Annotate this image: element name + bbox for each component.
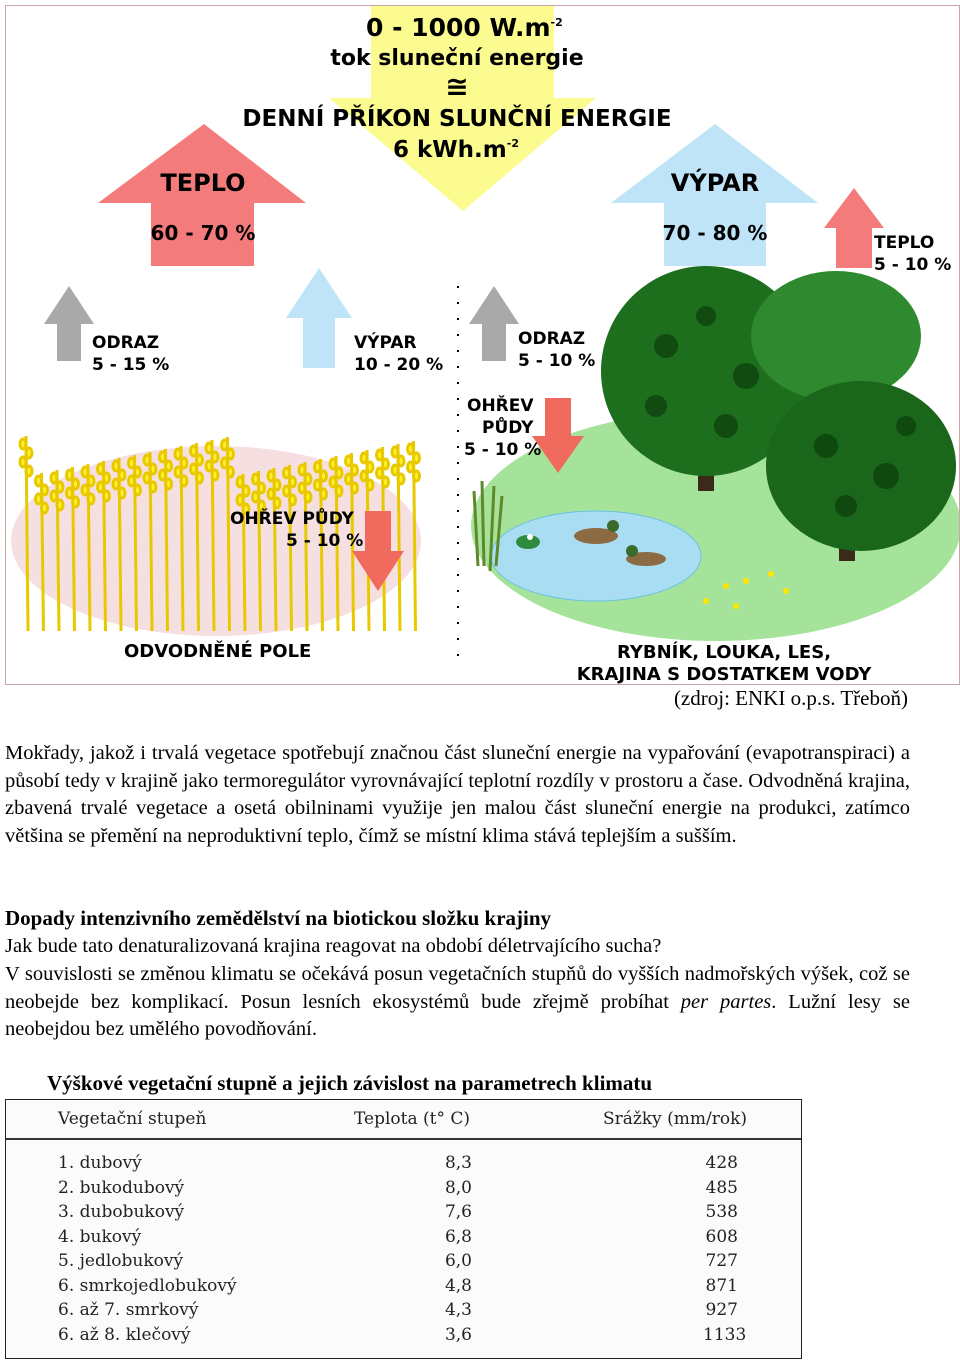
heat-left-label: TEPLO xyxy=(160,169,246,197)
header-zone: Vegetační stupeň xyxy=(58,1109,207,1129)
paragraph-wetlands: Mokřady, jakož i trvalá vegetace spotřebují značnou část sluneční energie na vypařování (evapotranspiraci) a působí tedy v krajině jako termoregulátor vyrovnávající teplotní rozdíly v prostoru a čase. Odvodněná krajina, zbavená trvalé vegetace a osetá obilninami využije jen malou část sluneční energie na produkci, zatímco většina se přemění na neproduktivní teplo, čímž se místní klima stává teplejším a sušším. xyxy=(5,742,910,847)
field-label: ODVODNĚNÉ POLE xyxy=(124,641,312,662)
vegetation-zones-table xyxy=(5,1099,802,1359)
soil-right-label-2: PŮDY xyxy=(482,418,534,438)
reflect-left-label: ODRAZ xyxy=(92,333,160,353)
pond xyxy=(491,511,701,601)
reflection-arrow-right xyxy=(469,286,519,361)
evap-right-pct: 70 - 80 % xyxy=(662,221,768,245)
heat-right-pct: 5 - 10 % xyxy=(874,255,952,275)
evaporation-arrow-left xyxy=(286,268,352,368)
table-header xyxy=(6,1100,801,1140)
flux-subtitle: tok sluneční energie xyxy=(330,46,584,71)
heat-right-label: TEPLO xyxy=(874,233,935,253)
section-heading: Dopady intenzivního zemědělství na biotickou složku krajiny xyxy=(5,906,552,930)
table-row: 1. dubový 8,3 428 xyxy=(58,1153,738,1173)
approx-symbol: ≅ xyxy=(445,70,469,103)
table-title: Výškové vegetační stupně a jejich závislost na parametrech klimatu xyxy=(47,1071,653,1095)
table-row: 4. bukový 6,8 608 xyxy=(58,1227,738,1247)
table-row: 6. smrkojedlobukový 4,8 871 xyxy=(58,1276,738,1296)
figure-source: (zdroj: ENKI o.p.s. Třeboň) xyxy=(673,686,908,710)
reflect-left-pct: 5 - 15 % xyxy=(92,355,170,375)
header-temperature: Teplota (t° C) xyxy=(354,1109,471,1129)
soil-left-label: OHŘEV PŮDY xyxy=(230,509,354,529)
table-row: 2. bukodubový 8,0 485 xyxy=(58,1178,738,1198)
pond-label-2: KRAJINA S DOSTATKEM VODY xyxy=(576,664,872,684)
flux-title: 0 - 1000 $W.m^{-2}$ xyxy=(366,13,563,42)
reflection-arrow-left xyxy=(44,286,94,361)
table-row: 6. až 7. smrkový 4,3 927 xyxy=(58,1300,738,1320)
energy-balance-illustration xyxy=(6,6,959,684)
energy-balance-figure xyxy=(5,5,960,685)
soil-right-pct: 5 - 10 % xyxy=(464,440,542,460)
heat-left-pct: 60 - 70 % xyxy=(150,221,256,245)
evap-left-label: VÝPAR xyxy=(354,333,417,353)
latin-term: per partes xyxy=(680,990,772,1013)
soil-left-pct: 5 - 10 % xyxy=(286,531,364,551)
evap-left-pct: 10 - 20 % xyxy=(354,355,444,375)
daily-value: 6 $kWh.m^{-2}$ xyxy=(393,137,519,163)
pond-label-1: RYBNÍK, LOUKA, LES, xyxy=(616,642,832,663)
header-precipitation: Srážky (mm/rok) xyxy=(603,1109,748,1129)
soil-right-label-1: OHŘEV xyxy=(467,396,534,416)
reflect-right-label: ODRAZ xyxy=(518,329,586,349)
table-row: 5. jedlobukový 6,0 727 xyxy=(58,1251,738,1271)
paragraph-climate-shift: V souvislosti se změnou klimatu se očekává posun vegetačních stupňů do vyšších nadmořských výšek, což se neobejde bez komplikací. Posun lesních ekosystémů bude zřejmě probíhat per partes. Lužní lesy se neobejdou bez umělého povodňování. xyxy=(5,963,911,1040)
table-row: 6. až 8. klečový 3,6 1133 xyxy=(58,1325,747,1345)
paragraph-drought-question: Jak bude tato denaturalizovaná krajina reagovat na období déletrvajícího sucha? xyxy=(5,935,662,957)
evap-right-label: VÝPAR xyxy=(670,169,760,197)
table-row: 3. dubobukový 7,6 538 xyxy=(58,1202,738,1222)
daily-title: DENNÍ PŘÍKON SLUNČNÍ ENERGIE xyxy=(242,106,672,132)
reflect-right-pct: 5 - 10 % xyxy=(518,351,596,371)
